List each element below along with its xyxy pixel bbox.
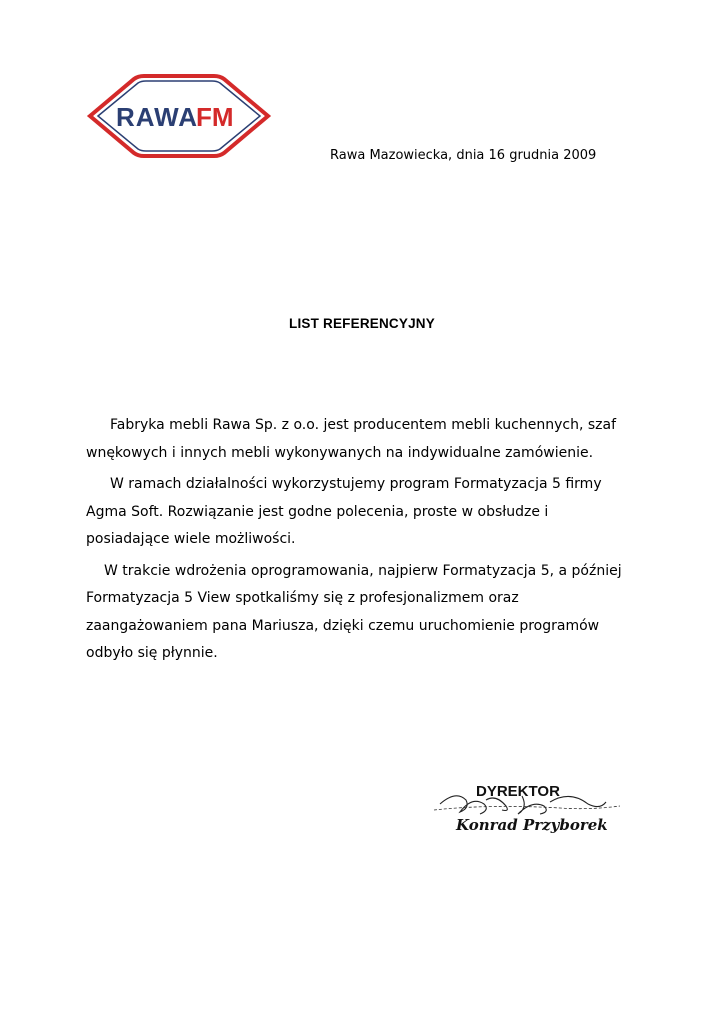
paragraph-line: zaangażowaniem pana Mariusza, dzięki czemu uruchomienie programów: [86, 617, 600, 634]
paragraph-line: posiadające wiele możliwości.: [86, 531, 296, 547]
stamp-title: DYREKTOR: [476, 783, 560, 800]
signature-icon: [410, 760, 634, 860]
letter-body: [86, 412, 666, 672]
paragraph-line: Formatyzacja 5 View spotkaliśmy się z profesjonalizmem oraz: [86, 590, 519, 606]
stamp-name: Konrad Przyborek: [456, 816, 608, 834]
paragraph-line: W ramach działalności wykorzystujemy program Formatyzacja 5 firmy: [110, 476, 602, 492]
paragraph-3: [86, 558, 666, 668]
paragraph-2: [86, 471, 666, 554]
paragraph-line: Agma Soft. Rozwiązanie jest godne polecenia, proste w obsłudze i: [86, 503, 549, 520]
place-date: Rawa Mazowiecka, dnia 16 grudnia 2009: [330, 148, 597, 163]
logo-text-rawa: RAWA: [116, 102, 198, 132]
rawa-fm-logo-icon: [86, 73, 272, 159]
paragraph-line: W trakcie wdrożenia oprogramowania, najpierw Formatyzacja 5, a później: [104, 562, 622, 579]
letter-title: LIST REFERENCYJNY: [289, 316, 435, 331]
paragraph-1: [86, 412, 666, 467]
paragraph-line: wnękowych i innych mebli wykonywanych na indywidualne zamówienie.: [86, 444, 594, 461]
signature-stamp: [410, 760, 634, 860]
company-logo: [86, 73, 272, 159]
paragraph-line: Fabryka mebli Rawa Sp. z o.o. jest producentem mebli kuchennych, szaf: [110, 417, 616, 433]
handwritten-scribble: [440, 796, 606, 814]
logo-text-fm: FM: [196, 102, 234, 132]
paragraph-line: odbyło się płynnie.: [86, 645, 218, 661]
